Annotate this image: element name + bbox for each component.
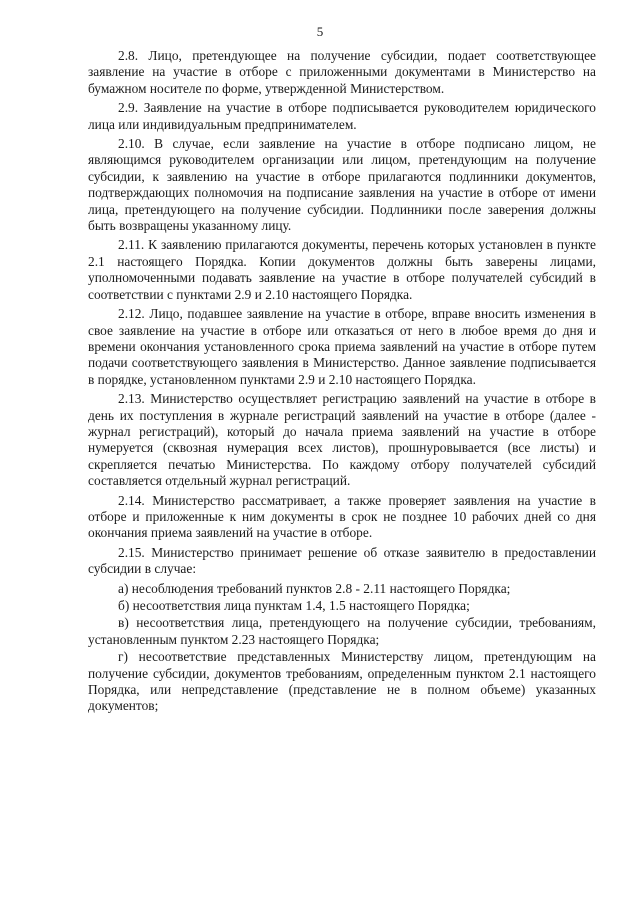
paragraph-2-10: 2.10. В случае, если заявление на участие в отборе подписано лицом, не являющимся руководителем организации или лицом, претендующим на получение субсидии, к заявлению на участие в отборе прилагаются подлинники документов, подтверждающих полномочия на подписание заявления на участие в отборе от имени лица, претендующего на получение субсидии. Подлинники после заверения должны быть возвращены указанному лицу. xyxy=(88,136,596,234)
subitem-a: а) несоблюдения требований пунктов 2.8 - 2.11 настоящего Порядка; xyxy=(118,580,511,596)
paragraph-2-8: 2.8. Лицо, претендующее на получение субсидии, подает соответствующее заявление на участие в отборе с приложенными документами в Министерство на бумажном носителе по форме, утвержденной Министерством. xyxy=(88,48,596,96)
paragraph-2-9: 2.9. Заявление на участие в отборе подписывается руководителем юридического лица или индивидуальным предпринимателем. xyxy=(88,100,596,132)
subitem-g: г) несоответствие представленных Министерству лицом, претендующим на получение субсидии, документов требованиям, определенным пунктом 2.1 настоящего Порядка, или непредставление (представление не в полном объеме) указанных документов; xyxy=(88,649,596,714)
page-number: 5 xyxy=(316,24,324,39)
subitem-b: б) несоответствия лица пунктам 1.4, 1.5 настоящего Порядка; xyxy=(118,598,470,613)
paragraph-2-12: 2.12. Лицо, подавшее заявление на участие в отборе, вправе вносить изменения в свое заявление на участие в отборе или отказаться от него в любое время до дня и времени окончания установленного срока приема заявлений на участие в отборе путем подачи соответствующего заявления в Министерство. Данное заявление подписывается в порядке, установленном пунктами 2.9 и 2.10 настоящего Порядка. xyxy=(88,306,596,387)
document-body xyxy=(88,48,596,716)
paragraph-2-14: 2.14. Министерство рассматривает, а также проверяет заявления на участие в отборе и приложенные к ним документы в срок не позднее 10 рабочих дней со дня окончания приема заявлений на участие в отборе. xyxy=(88,492,596,541)
subitem-v: в) несоответствия лица, претендующего на получение субсидии, требованиям, установленным пунктом 2.23 настоящего Порядка; xyxy=(88,615,596,647)
paragraph-2-13: 2.13. Министерство осуществляет регистрацию заявлений на участие в отборе в день их поступления в журнале регистраций заявлений на участие в отборе (далее - журнал регистраций), который до начала приема заявлений на участие в отборе нумеруется (сквозная нумерация всех листов), прошнуровывается (все листы) и скрепляется печатью Министерства. По каждому отбору получателей субсидий составляется отдельный журнал регистраций. xyxy=(88,391,596,489)
paragraph-2-11: 2.11. К заявлению прилагаются документы, перечень которых установлен в пункте 2.1 настоящего Порядка. Копии документов должны быть заверены лицами, уполномоченными подавать заявление на участие в отборе получателей субсидий в соответствии с пунктами 2.9 и 2.10 настоящего Порядка. xyxy=(88,237,596,302)
paragraph-2-15: 2.15. Министерство принимает решение об отказе заявителю в предоставлении субсидии в случае: xyxy=(88,544,596,577)
